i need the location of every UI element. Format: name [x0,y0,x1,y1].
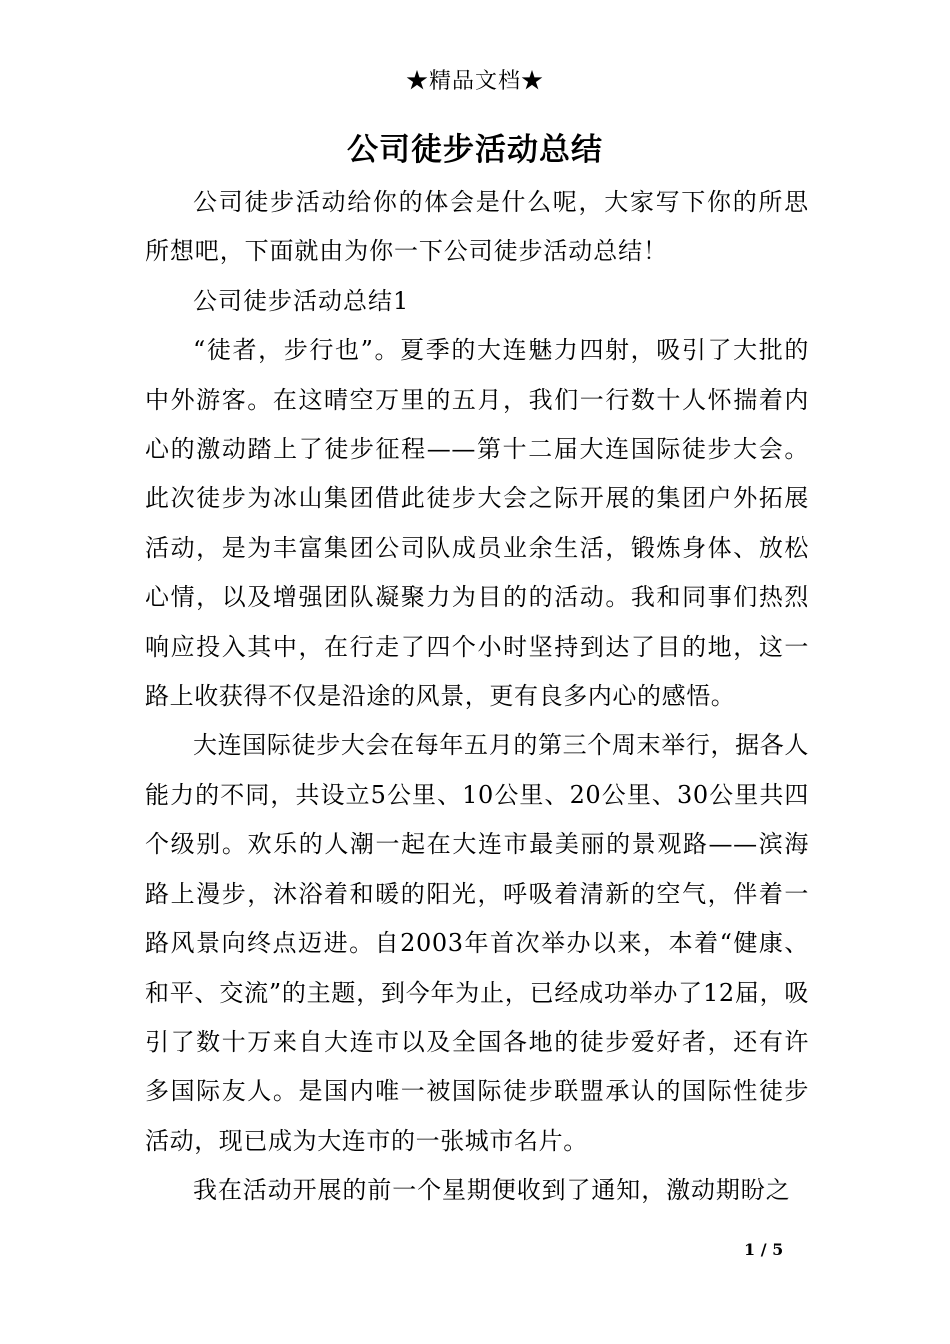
body-paragraph: 大连国际徒步大会在每年五月的第三个周末举行，据各人能力的不同，共设立5公里、10公里、20公里、30公里共四个级别。欢乐的人潮一起在大连市最美丽的景观路——滨海路上漫步，沐浴着和暖的阳光，呼吸着清新的空气，伴着一路风景向终点迈进。自2003年首次举办以来，本着“健康、和平、交流”的主题，到今年为止，已经成功举办了12届，吸引了数十万来自大连市以及全国各地的徒步爱好者，还有许多国际友人。是国内唯一被国际徒步联盟承认的国际性徒步活动，现已成为大连市的一张城市名片。 [145,731,809,1155]
page-number: 1 / 5 [744,1240,784,1259]
document-title: 公司徒步活动总结 [347,132,603,168]
page-header: ★精品文档★ [405,69,544,94]
body-paragraph: 我在活动开展的前一个星期便收到了通知，激动期盼之 [193,1176,791,1205]
intro-paragraph: 公司徒步活动给你的体会是什么呢，大家写下你的所思所想吧，下面就由为你一下公司徒步活动总结！ [145,188,809,266]
body-paragraph: “徒者，步行也”。夏季的大连魅力四射，吸引了大批的中外游客。在这晴空万里的五月，我们一行数十人怀揣着内心的激动踏上了徒步征程——第十二届大连国际徒步大会。此次徒步为冰山集团借此徒步大会之际开展的集团户外拓展活动，是为丰富集团公司队成员业余生活，锻炼身体、放松心情，以及增强团队凝聚力为目的的活动。我和同事们热烈响应投入其中，在行走了四个小时坚持到达了目的地，这一路上收获得不仅是沿途的风景，更有良多内心的感悟。 [145,336,809,711]
section-heading: 公司徒步活动总结1 [193,286,410,315]
document-body [145,178,809,1216]
